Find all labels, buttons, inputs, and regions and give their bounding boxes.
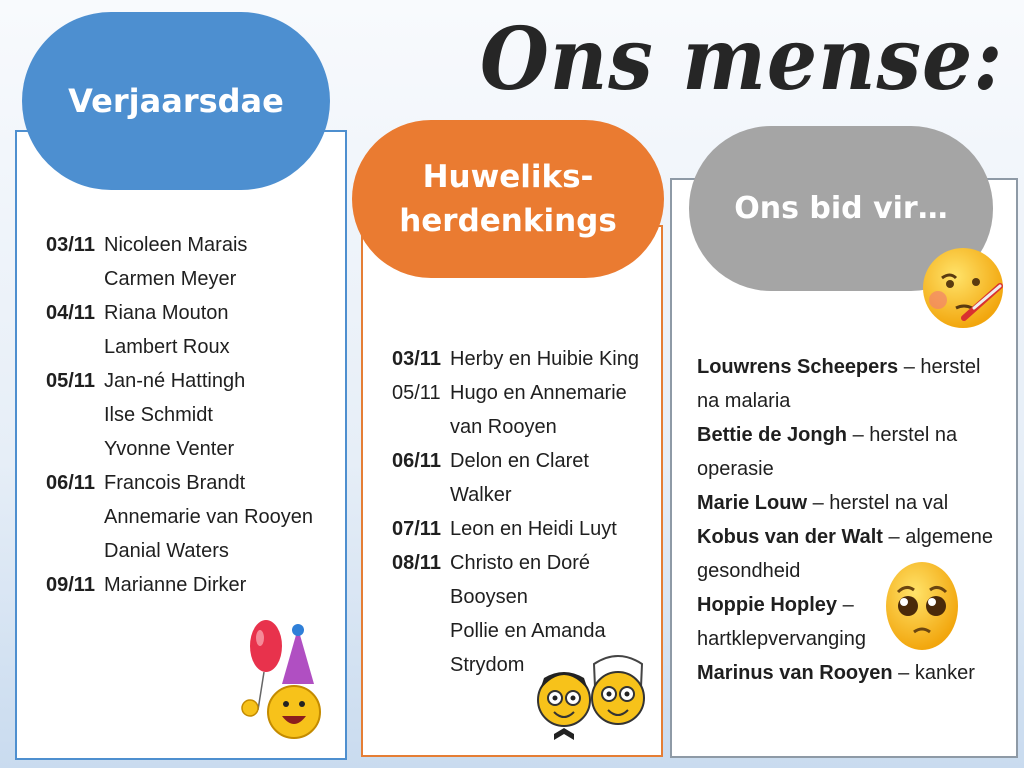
birthdays-list xyxy=(46,228,313,602)
list-item: Kobus van der Walt – algemene gesondheid xyxy=(697,526,994,582)
list-item: 08/11 Christo en Doré xyxy=(392,552,591,574)
list-item: 06/11 Delon en Claret xyxy=(392,450,589,472)
list-item: 03/11 Herby en Huibie King xyxy=(392,348,639,370)
list-item: 06/11 Francois Brandt xyxy=(46,472,246,494)
list-item: 03/11 Nicoleen Marais xyxy=(46,234,248,256)
list-item: Louwrens Scheepers – herstel na malaria xyxy=(697,356,981,412)
list-item: Strydom xyxy=(450,654,525,676)
wedding-couple-icon xyxy=(534,650,648,742)
sick-face-icon xyxy=(920,242,1006,352)
list-item: Yvonne Venter xyxy=(104,438,235,460)
birthdays-heading: Verjaarsdae xyxy=(22,12,330,190)
anniversaries-heading: Huweliks- herdenkings xyxy=(352,120,664,278)
list-item: Marinus van Rooyen – kanker xyxy=(697,662,975,684)
list-item: Hoppie Hopley – hartklepvervanging xyxy=(697,594,866,650)
list-item: Lambert Roux xyxy=(104,336,230,358)
list-item: 09/11 Marianne Dirker xyxy=(46,574,247,596)
page-title: Ons mense: xyxy=(480,9,1004,110)
list-item: 07/11 Leon en Heidi Luyt xyxy=(392,518,617,540)
prayer-heading: Ons bid vir… xyxy=(689,126,993,291)
list-item: Annemarie van Rooyen xyxy=(104,506,314,528)
party-emoji-icon xyxy=(236,614,328,744)
anniversaries-list xyxy=(392,342,639,682)
pleading-face-icon xyxy=(884,558,960,654)
list-item: van Rooyen xyxy=(450,416,557,438)
list-item: Pollie en Amanda xyxy=(450,620,606,642)
list-item: Ilse Schmidt xyxy=(104,404,213,426)
list-item: Danial Waters xyxy=(104,540,229,562)
list-item: Carmen Meyer xyxy=(104,268,237,290)
list-item: 05/11 Jan-né Hattingh xyxy=(46,370,246,392)
list-item: Booysen xyxy=(450,586,528,608)
list-item: Walker xyxy=(450,484,512,506)
list-item: 04/11 Riana Mouton xyxy=(46,302,229,324)
list-item: Marie Louw – herstel na val xyxy=(697,492,949,514)
list-item: 05/11 Hugo en Annemarie xyxy=(392,382,627,404)
list-item: Bettie de Jongh – herstel na operasie xyxy=(697,424,958,480)
